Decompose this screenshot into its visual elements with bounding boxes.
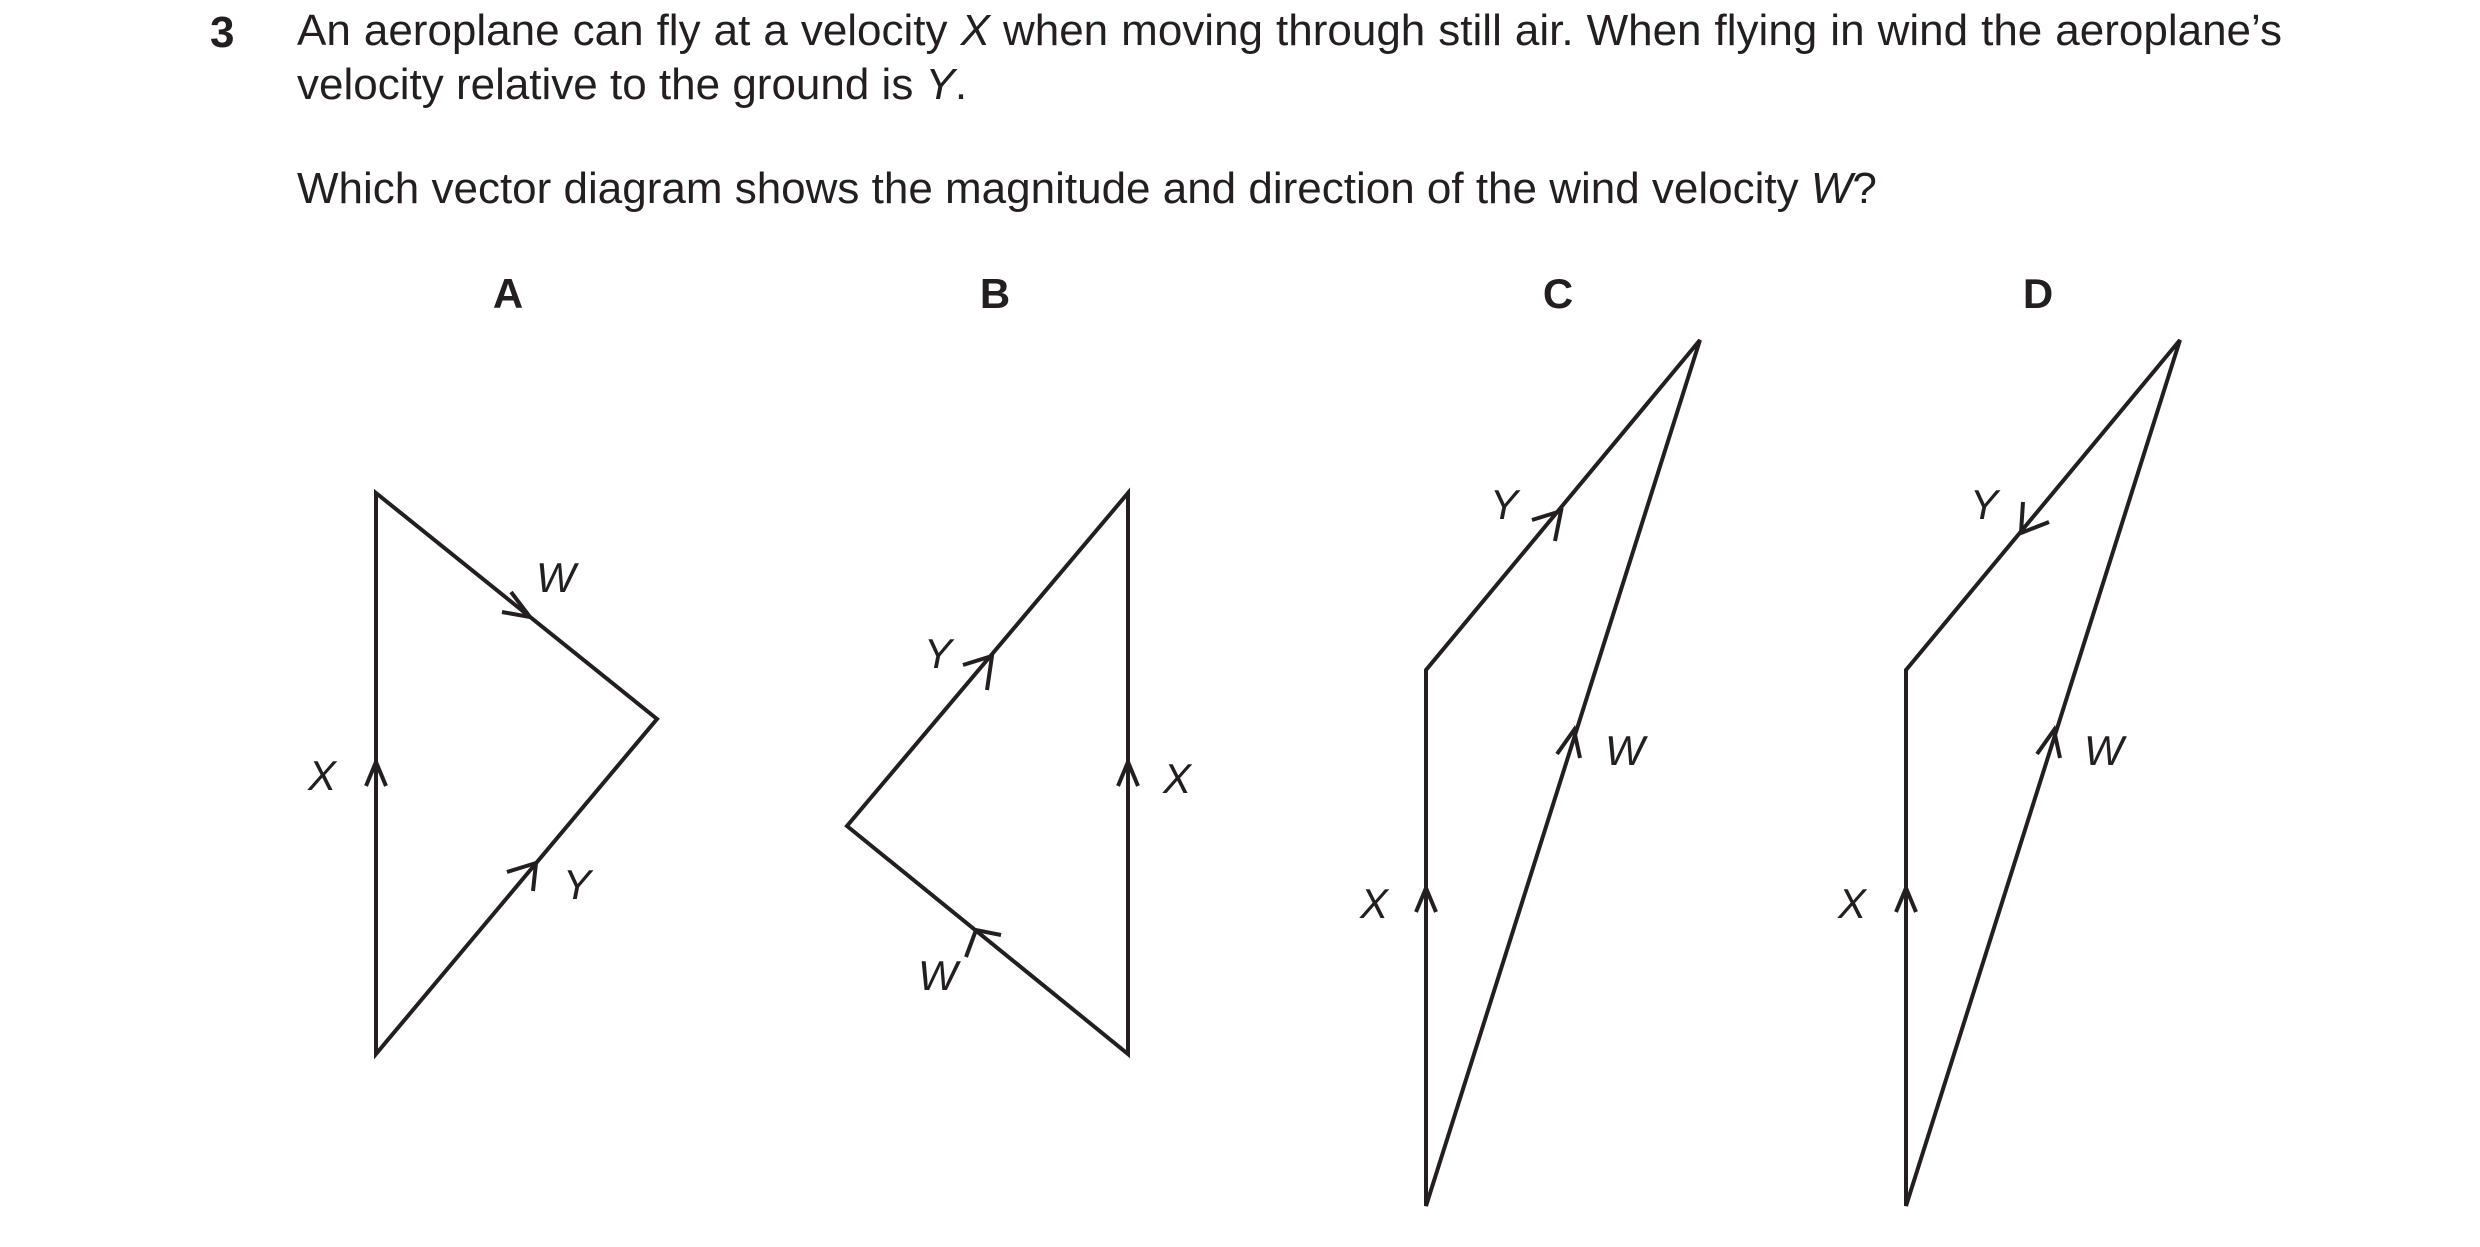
option-b-label[interactable]: B <box>979 270 1011 317</box>
label-d-x: X <box>1838 880 1867 927</box>
option-c-label[interactable]: C <box>1542 270 1574 317</box>
label-c-y: Y <box>1490 481 1519 528</box>
stem-text-1: An aeroplane can fly at a velocity <box>297 6 961 55</box>
label-a-w: W <box>536 554 576 601</box>
option-d-label[interactable]: D <box>2022 270 2054 317</box>
stem-var-y: Y <box>925 60 955 109</box>
label-a-y: Y <box>563 861 592 908</box>
label-d-w: W <box>2084 727 2124 774</box>
diagram-d[interactable] <box>1837 340 2180 1206</box>
diagram-c[interactable] <box>1359 340 1700 1206</box>
label-c-w: W <box>1605 727 1645 774</box>
label-d-y: Y <box>1970 481 1999 528</box>
prompt-text-1: Which vector diagram shows the magnitude and direction of the wind velocity <box>297 164 1811 213</box>
label-b-x: X <box>1163 755 1192 802</box>
parallelogram-c <box>1426 340 1700 1206</box>
stem-var-x: X <box>960 6 990 55</box>
triangle-b <box>847 493 1128 1054</box>
diagram-b[interactable] <box>847 493 1193 1054</box>
option-a-label[interactable]: A <box>492 270 524 317</box>
label-b-y: Y <box>924 630 953 677</box>
triangle-a <box>376 493 657 1054</box>
question-number: 3 <box>210 8 235 57</box>
diagram-a[interactable] <box>307 493 657 1054</box>
label-b-w: W <box>918 952 958 999</box>
prompt-var-w: W <box>1810 164 1853 213</box>
label-c-x: X <box>1360 880 1389 927</box>
label-a-x: X <box>308 752 337 799</box>
stem-text-3: . <box>954 60 968 109</box>
prompt-text-2: ? <box>1852 164 1877 213</box>
arrowhead-b-w <box>966 930 1001 957</box>
parallelogram-d <box>1906 340 2180 1206</box>
stem-text-2: when moving through still air. When flying in wind the aeroplane’s velocity relative to the ground is <box>297 6 2282 109</box>
